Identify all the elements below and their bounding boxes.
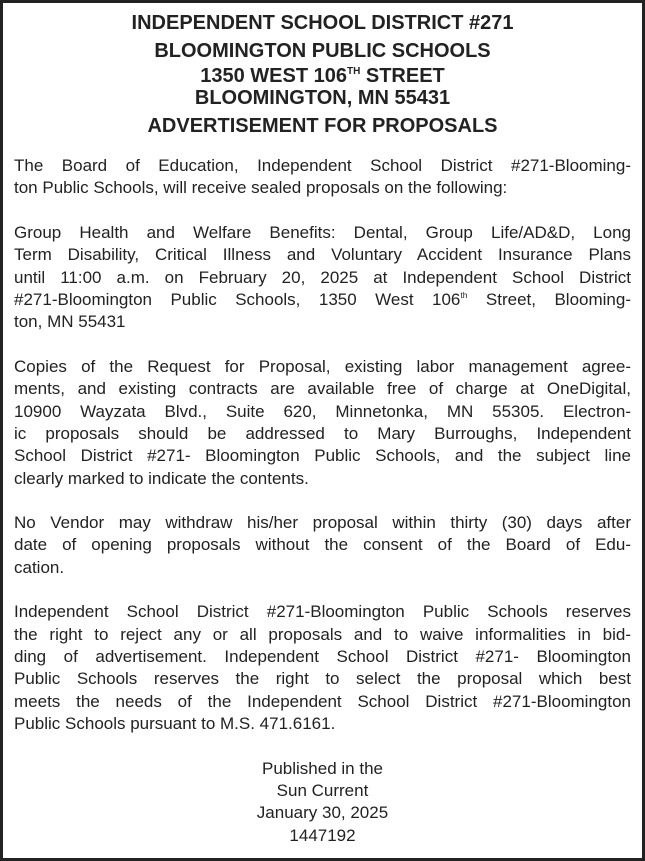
text-line: School District #271- Bloomington Public Schools, and the subject line [14,446,631,466]
text-line: Public Schools reserves the right to select the proposal which best [14,669,631,689]
text-line: ton, MN 55431 [14,312,126,332]
street-address [14,65,631,87]
city-address: BLOOMINGTON, MN 55431 [194,87,451,109]
text-line: Copies of the Request for Proposal, existing labor management agree- [14,356,631,376]
paragraph [14,601,631,735]
text-segment: Street, Blooming- [467,289,631,309]
notice-title: ADVERTISEMENT FOR PROPOSALS [147,115,498,137]
text-line: 10900 Wayzata Blvd., Suite 620, Minnetonka, MN 55305. Electron- [14,401,631,421]
text-line [14,289,631,311]
text-line: ton Public Schools, will receive sealed proposals on the following: [14,178,508,198]
newspaper-name: Sun Current [276,781,369,800]
text-line: Term Disability, Critical Illness and Voluntary Accident Insurance Plans [14,245,631,265]
text-line: ding of advertisement. Independent School District #271- Bloomington [14,647,631,667]
text-line: The Board of Education, Independent School District #271-Blooming- [14,156,631,175]
paragraph [14,512,631,579]
district-name: INDEPENDENT SCHOOL DISTRICT #271 [131,12,514,34]
text-line: Group Health and Welfare Benefits: Dental, Group Life/AD&D, Long [14,222,631,242]
notice-body [14,155,631,736]
superscript: th [460,290,468,301]
text-line: clearly marked to indicate the contents. [14,468,309,488]
paragraph [14,222,631,334]
text-line: meets the needs of the Independent School District #271-Bloomington [14,691,631,711]
publication-info [14,758,631,848]
street-address-pre: 1350 WEST 106 [200,65,347,87]
text-line: ic proposals should be addressed to Mary Burroughs, Independent [14,423,631,443]
text-line: cation. [14,557,65,577]
text-line: Public Schools pursuant to M.S. 471.6161. [14,714,336,734]
text-line: ments, and existing contracts are available free of charge at OneDigital, [14,379,631,399]
publication-date: January 30, 2025 [256,803,389,823]
text-line: No Vendor may withdraw his/her proposal within thirty (30) days after [14,513,631,533]
published-in: Published in the [262,758,383,778]
notice-header [14,9,631,137]
text-line: the right to reject any or all proposals and to waive informalities in bid- [14,624,631,644]
paragraph [14,155,631,200]
text-line: Independent School District #271-Bloomington Public Schools reserves [14,602,631,622]
paragraph [14,356,631,490]
notice-id: 1447192 [289,825,356,845]
street-address-post: STREET [360,65,445,87]
school-name: BLOOMINGTON PUBLIC SCHOOLS [154,40,491,62]
text-line: until 11:00 a.m. on February 20, 2025 at Independent School District [14,267,631,287]
street-address-sup: TH [346,66,361,77]
text-segment: #271-Bloomington Public Schools, 1350 West 106 [14,289,461,309]
text-line: date of opening proposals without the consent of the Board of Edu- [14,535,631,555]
